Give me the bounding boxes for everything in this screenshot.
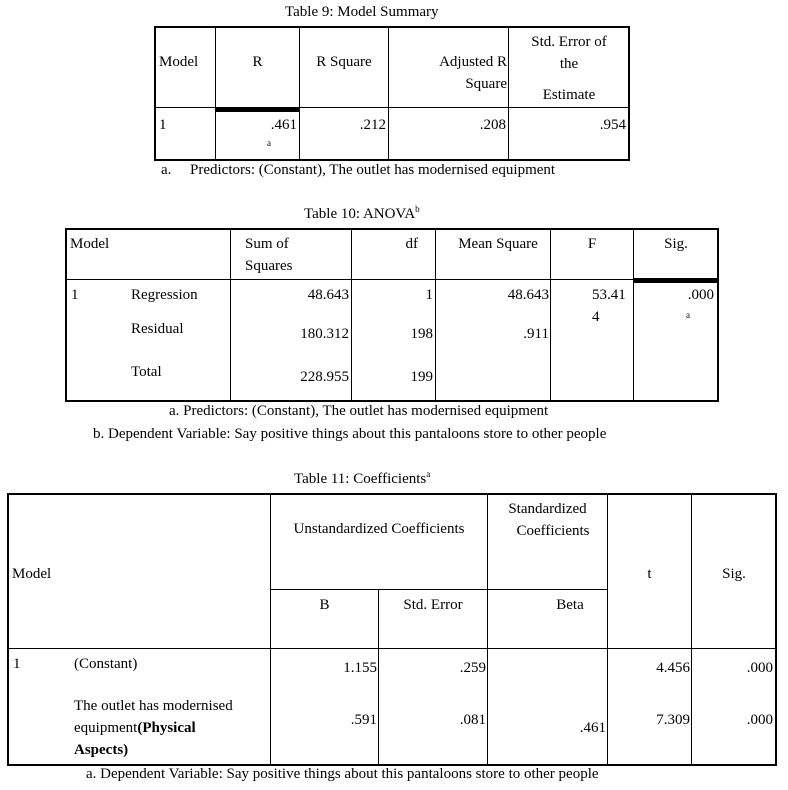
table9-header-r: R — [252, 54, 263, 70]
table11-header-unstandardized: Unstandardized Coefficients — [293, 521, 465, 537]
table10-footnote-a: a. Predictors: (Constant), The outlet has modernised equipment — [169, 403, 549, 419]
table9-footnote: Predictors: (Constant), The outlet has modernised equipment — [190, 162, 556, 178]
table11-header-model: Model — [12, 566, 52, 582]
table10-caption: Table 10: ANOVA$^b$ — [304, 204, 420, 222]
table11-row-predictor-beta: .461 — [579, 720, 606, 736]
table11-header-sig: Sig. — [722, 566, 746, 582]
table11-footnote-a: a. Dependent Variable: Say positive things about this pantaloons store to other people — [86, 766, 599, 782]
table11-header-standardized-line2: Coefficients — [516, 523, 590, 539]
table9-footnote-marker: a. — [161, 162, 172, 178]
table11-row-predictor-label-line1: The outlet has modernised — [74, 698, 233, 714]
table9-header-model: Model — [159, 54, 199, 70]
table11-row-predictor-sig: .000 — [746, 712, 773, 728]
table11-row-constant-t: 4.456 — [656, 660, 690, 676]
table10-row-residual-label: Residual — [131, 321, 184, 337]
table9-row-r: .461 — [270, 117, 297, 133]
table9-header-adjusted-r-line1: Adjusted R — [439, 54, 507, 70]
table11-header-standardized-line1: Standardized — [508, 501, 587, 517]
table11-header-std-error: Std. Error — [403, 597, 463, 613]
table10-row-total-df: 199 — [410, 369, 433, 385]
table11-row-predictor-t: 7.309 — [656, 712, 690, 728]
table10-row-total-label: Total — [131, 364, 162, 380]
table10-header-sig: Sig. — [664, 236, 688, 252]
table11-row-predictor-std-error: .081 — [459, 712, 486, 728]
table10-row-regression-sig: .000 — [687, 287, 714, 303]
table9-row-r-square: .212 — [359, 117, 386, 133]
table9-header-std-error-line3: Estimate — [542, 87, 596, 103]
table9-row-std-error: .954 — [599, 117, 626, 133]
table10-header-model: Model — [70, 236, 110, 252]
table9-row-adjusted-r-square: .208 — [479, 117, 506, 133]
table11-row-predictor-b: .591 — [350, 712, 377, 728]
table10-footnote-b: b. Dependent Variable: Say positive things about this pantaloons store to other people — [93, 426, 607, 442]
table11-row-constant-label: (Constant) — [74, 656, 138, 672]
table9-r-highlight — [216, 107, 299, 112]
table10-row-regression-f-line1: 53.41 — [592, 287, 626, 303]
table10-header-sum-line2: Squares — [245, 258, 293, 274]
table10-header-sum-line1: Sum of — [245, 236, 289, 252]
table11-row-predictor-label-line3: Aspects) — [74, 742, 129, 758]
table11-model-number: 1 — [13, 656, 21, 672]
table9-header-r-square: R Square — [316, 54, 372, 70]
table11-caption: Table 11: Coefficients$^a$ — [294, 469, 431, 487]
table10-row-residual-sum: 180.312 — [300, 326, 349, 342]
table9-row-model: 1 — [159, 117, 167, 133]
table11-header-b: B — [319, 597, 330, 613]
table10-row-regression-label: Regression — [131, 287, 198, 303]
table10-model-number: 1 — [71, 287, 79, 303]
table11-header-t: t — [647, 566, 652, 582]
table10-row-regression-mean: 48.643 — [507, 287, 549, 303]
table10-header-mean-square: Mean Square — [458, 236, 538, 252]
table11-row-constant-std-error: .259 — [459, 660, 486, 676]
table9-header-std-error-line1: Std. Error of — [531, 34, 607, 50]
table9-caption: Table 9: Model Summary — [285, 4, 439, 20]
table9-col-divider — [215, 27, 216, 160]
table10-header-f: F — [587, 236, 597, 252]
table9-header-adjusted-r-line2: Square — [465, 76, 507, 92]
table11-header-divider — [8, 648, 776, 649]
table10-header-divider — [66, 279, 718, 280]
table11-row-predictor-label-line2: equipment(Physical — [74, 720, 196, 736]
table11-subheader-divider — [271, 589, 607, 590]
table11-header-beta: Beta — [556, 597, 584, 613]
table10-row-regression-f-line2: 4 — [592, 309, 600, 325]
table10-row-residual-mean: .911 — [523, 326, 549, 342]
table11-row-constant-sig: .000 — [746, 660, 773, 676]
table10-row-regression-df: 1 — [425, 287, 433, 303]
table10-sig-highlight — [634, 278, 718, 283]
table10-row-residual-df: 198 — [410, 326, 433, 342]
table10-header-df: df — [405, 236, 418, 252]
table11-row-constant-b: 1.155 — [343, 660, 377, 676]
table9-header-std-error-line2: the — [559, 56, 579, 72]
table10-row-regression-sig-sup: a — [686, 310, 690, 320]
table9-row-r-sup: a — [267, 138, 271, 148]
table10-row-regression-sum: 48.643 — [307, 287, 349, 303]
table10-row-total-sum: 228.955 — [300, 369, 349, 385]
table9-col-divider — [299, 27, 300, 160]
